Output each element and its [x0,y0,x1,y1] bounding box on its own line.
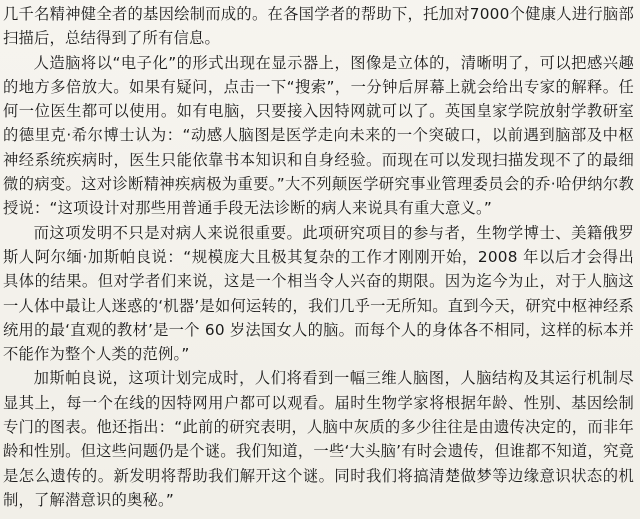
paragraph-1: 几千名精神健全者的基因绘制而成的。在各国学者的帮助下，托加对7000个健康人进行脑部扫描后，总结得到了所有信息。 [3,5,634,48]
paragraph-4: 加斯帕良说，这项计划完成时，人们将看到一幅三维人脑图，人脑结构及其运行机制尽显其上，每一个在线的因特网用户都可以观看。届时生物学家将根据年龄、性别、基因绘制专门的图表。他还指出：“此前的研究表明，人脑中灰质的多少往往是由遗传决定的，而非年龄和性别。但这些问题仍是个谜。我们知道，一些‘大头脑’有时会遗传，但谁都不知道，究竟是怎么遗传的。新发明将帮助我们解开这个谜。同时我们将搞清楚做梦等边缘意识状态的机制，了解潜意识的奥秘。” [3,369,634,509]
paragraph-3: 而这项发明不只是对病人来说很重要。此项研究项目的参与者，生物学博士、美籍俄罗斯人阿尔缅·加斯帕良说：“规模庞大且极其复杂的工作才刚刚开始，2008 年以后才会得出具体的结果。但对学者们来说，这是一个相当令人兴奋的期限。因为迄今为止，对于人脑这一人体中最让人迷惑的‘机器’是如何运转的，我们几乎一无所知。直到今天，研究中枢神经系统用的最‘直观的教材’是一个 60 岁法国女人的脑。而每个人的身体各不相同，这样的标本并不能作为整个人类的范例。” [3,223,634,364]
paragraph-2: 人造脑将以“电子化”的形式出现在显示器上，图像是立体的，清晰明了，可以把感兴趣的地方多倍放大。如果有疑问，点击一下“搜索”，一分钟后屏幕上就会给出专家的解释。任何一位医生都可以使用。如有电脑，只要接入因特网就可以了。英国皇家学院放射学教研室的德里克·希尔博士认为：“动感人脑图是医学走向未来的一个突破口，以前遇到脑部及中枢神经系统疾病时，医生只能依靠书本知识和自身经验。而现在可以发现扫描发现不了的最细微的病变。这对诊断精神疾病极为重要。”大不列颠医学研究事业管理委员会的乔·哈伊纳尔教授说：“这项设计对那些用普通手段无法诊断的病人来说具有重大意义。” [3,53,634,218]
